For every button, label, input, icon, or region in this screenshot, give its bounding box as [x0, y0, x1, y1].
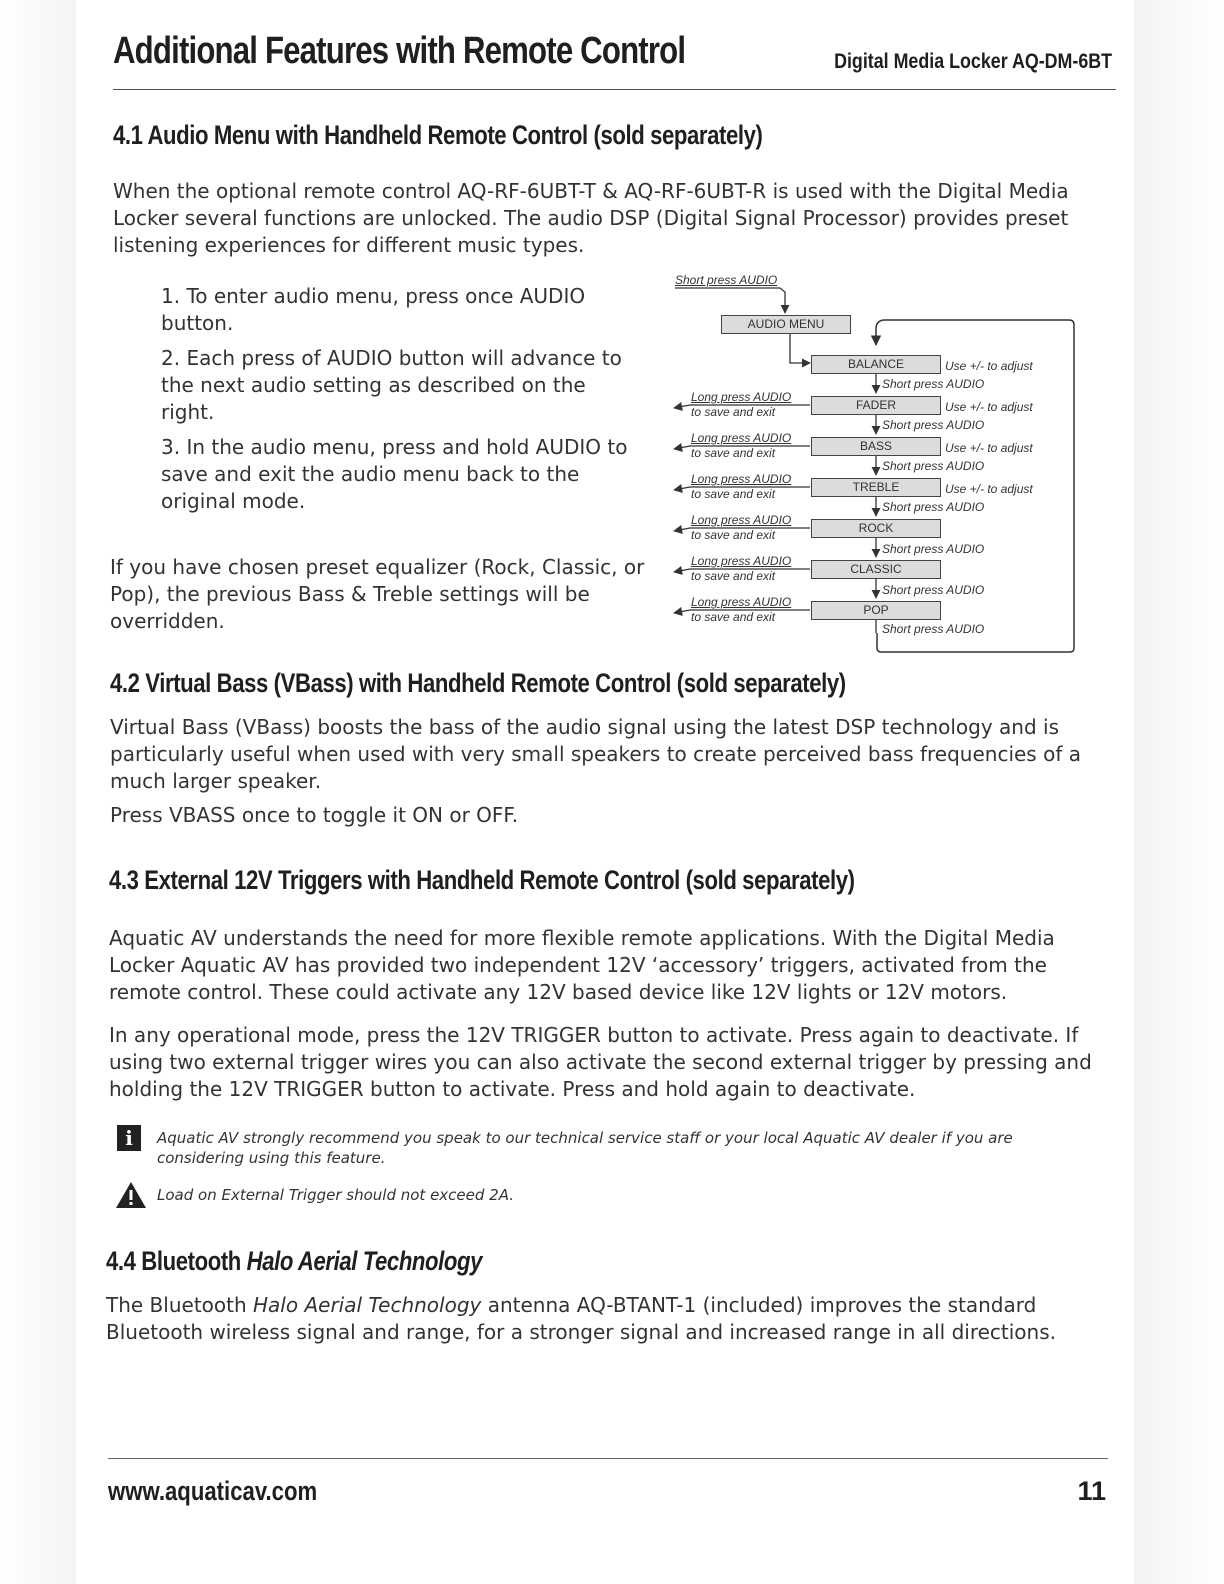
- long-press-label-1: Long press AUDIO: [691, 390, 792, 404]
- long-press-label-6: Long press AUDIO: [691, 595, 792, 609]
- section-4-3-body-2: In any operational mode, press the 12V TRIGGER button to activate. Press again to deactivate. If using two external trigger wires you can also activate the second external trigger by pressing and holding the 12V TRIGGER button to activate. Press and hold again to deactivate.: [109, 1023, 1092, 1101]
- section-4-4-heading-italic: Halo Aerial Technology: [246, 1246, 483, 1276]
- long-press-label-3: Long press AUDIO: [691, 472, 792, 486]
- section-4-4-body: [106, 1292, 1091, 1346]
- audio-menu-steps: [161, 283, 631, 523]
- setting-balance: BALANCE: [811, 355, 941, 374]
- footer-rule: [108, 1458, 1108, 1459]
- section-heading-4-2: 4.2 Virtual Bass (VBass) with Handheld Remote Control (sold separately): [110, 668, 846, 698]
- setting-pop: POP: [811, 601, 941, 620]
- adjust-label-bass: Use +/- to adjust: [945, 441, 1033, 455]
- step-2: 2. Each press of AUDIO button will advance to the next audio setting as described on the right.: [161, 346, 622, 424]
- setting-rock: ROCK: [811, 519, 941, 538]
- long-press-label-5: Long press AUDIO: [691, 554, 792, 568]
- warning-note: Load on External Trigger should not exceed 2A.: [157, 1186, 515, 1204]
- step-3: 3. In the audio menu, press and hold AUDIO to save and exit the audio menu back to the original mode.: [161, 435, 628, 513]
- section-4-4-body-italic: Halo Aerial Technology: [253, 1293, 482, 1317]
- section-4-1-intro: When the optional remote control AQ-RF-6UBT-T & AQ-RF-6UBT-R is used with the Digital Media Locker several functions are unlocked. The audio DSP (Digital Signal Processor) provides preset listening experiences for different music types.: [113, 179, 1069, 257]
- exit-label-3: to save and exit: [691, 487, 776, 501]
- short-press-label-2: Short press AUDIO: [882, 418, 985, 432]
- section-4-3-body-1: Aquatic AV understands the need for more flexible remote applications. With the Digital Media Locker Aquatic AV has provided two independent 12V ‘accessory’ triggers, activated from the remote control. These could activate any 12V based device like 12V lights or 12V motors.: [109, 926, 1055, 1004]
- diagram-top-label: Short press AUDIO: [675, 273, 778, 287]
- vbass-toggle-text: Press VBASS once to toggle it ON or OFF.: [110, 803, 519, 827]
- setting-classic: CLASSIC: [811, 560, 941, 579]
- page-title: Additional Features with Remote Control: [113, 30, 686, 72]
- short-press-label-6: Short press AUDIO: [882, 583, 985, 597]
- section-heading-4-3: 4.3 External 12V Triggers with Handheld Remote Control (sold separately): [109, 865, 855, 895]
- section-4-4-heading-prefix: 4.4 Bluetooth: [106, 1246, 247, 1276]
- step-1: 1. To enter audio menu, press once AUDIO button.: [161, 284, 586, 335]
- exit-label-4: to save and exit: [691, 528, 776, 542]
- short-press-label-3: Short press AUDIO: [882, 459, 985, 473]
- warning-icon: [114, 1180, 148, 1210]
- preset-equalizer-note: If you have chosen preset equalizer (Rock, Classic, or Pop), the previous Bass & Treble settings will be overridden.: [110, 555, 645, 633]
- info-icon: i: [117, 1125, 141, 1151]
- model-label: Digital Media Locker AQ-DM-6BT: [833, 50, 1112, 73]
- short-press-label-5: Short press AUDIO: [882, 542, 985, 556]
- long-press-label-2: Long press AUDIO: [691, 431, 792, 445]
- setting-bass: BASS: [811, 437, 941, 456]
- short-press-label-4: Short press AUDIO: [882, 500, 985, 514]
- section-4-2-body: Virtual Bass (VBass) boosts the bass of the audio signal using the latest DSP technology and is particularly useful when used with very small speakers to create perceived bass frequencies of a much larger speaker.: [110, 715, 1081, 793]
- section-4-4-body-prefix: The Bluetooth: [106, 1293, 254, 1317]
- adjust-label-fader: Use +/- to adjust: [945, 400, 1033, 414]
- short-press-label-7: Short press AUDIO: [882, 622, 985, 636]
- exit-label-5: to save and exit: [691, 569, 776, 583]
- audio-menu-box: AUDIO MENU: [721, 315, 851, 334]
- section-heading-4-1: 4.1 Audio Menu with Handheld Remote Control (sold separately): [113, 120, 763, 150]
- section-heading-4-4: [106, 1246, 482, 1277]
- setting-fader: FADER: [811, 396, 941, 415]
- header-rule: [113, 89, 1116, 90]
- long-press-label-4: Long press AUDIO: [691, 513, 792, 527]
- section-4-4-body-rest: antenna AQ-BTANT-1 (included) improves the standard Bluetooth wireless signal and range, for a stronger signal and increased range in all directions.: [106, 1293, 1056, 1344]
- exit-label-1: to save and exit: [691, 405, 776, 419]
- adjust-label-treble: Use +/- to adjust: [945, 482, 1033, 496]
- short-press-label-1: Short press AUDIO: [882, 377, 985, 391]
- page-number: 11: [1077, 1476, 1106, 1506]
- exit-label-6: to save and exit: [691, 610, 776, 624]
- setting-treble: TREBLE: [811, 478, 941, 497]
- info-note: Aquatic AV strongly recommend you speak to our technical service staff or your local Aquatic AV dealer if you are considering using this feature.: [157, 1129, 1013, 1167]
- exit-label-2: to save and exit: [691, 446, 776, 460]
- audio-menu-diagram: [660, 265, 1090, 665]
- website-link[interactable]: www.aquaticav.com: [108, 1476, 318, 1506]
- adjust-label-balance: Use +/- to adjust: [945, 359, 1033, 373]
